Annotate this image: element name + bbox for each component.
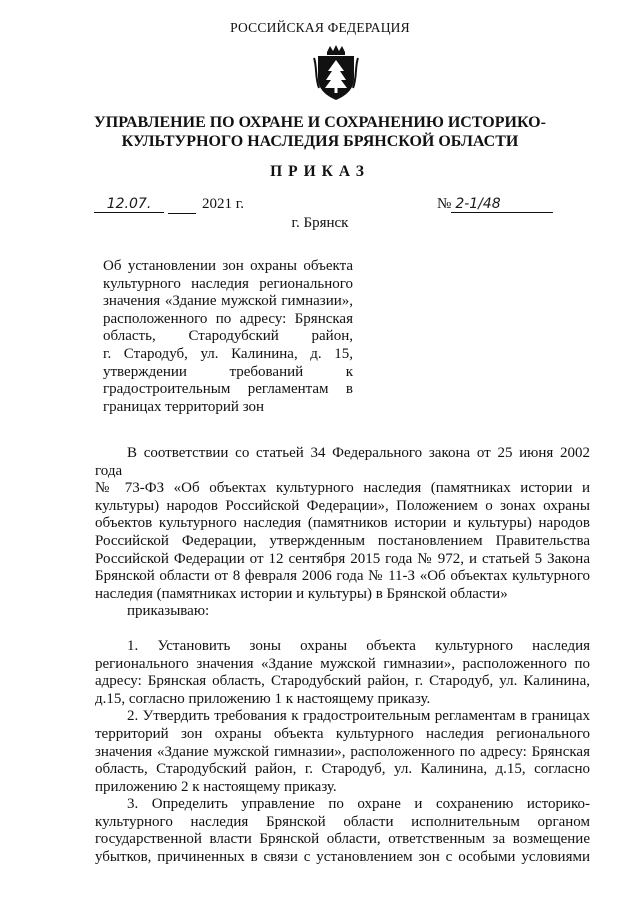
item-3-line: убытков, причиненных в связи с установлением зон с особыми условиями: [95, 849, 590, 866]
item-3-paragraph: [95, 796, 590, 866]
subject-line: г. Стародуб, ул. Калинина, д. 15,: [103, 345, 353, 362]
item-1-line: 1. Установить зоны охраны объекта культурного наследия: [127, 637, 590, 654]
order-word: приказываю:: [127, 603, 210, 620]
preamble-paragraph: [95, 445, 590, 603]
preamble-line: наследия (памятниках истории и культуры) в Брянской области»: [95, 585, 508, 602]
organization-title: [60, 113, 580, 151]
preamble-line: Брянской области от 8 февраля 2006 года № 11-З «Об объектах культурного: [95, 568, 590, 585]
subject-line: расположенного по адресу: Брянская: [103, 310, 353, 327]
date-blank-line: [168, 196, 196, 214]
subject-line: границах территорий зон: [103, 398, 265, 415]
subject-line: утверждении требований к: [103, 363, 353, 380]
handwritten-number: 2-1/48: [451, 196, 553, 213]
preamble-line: Российской Федерации от 12 сентября 2015 года № 972, и статьей 5 Закона: [95, 550, 590, 567]
subject-line: значения «Здание мужской гимназии»,: [103, 293, 353, 310]
order-year: 2021 г.: [202, 196, 244, 212]
subject-line: градостроительным регламентам в: [103, 381, 353, 398]
organization-title-line-1: УПРАВЛЕНИЕ ПО ОХРАНЕ И СОХРАНЕНИЮ ИСТОРИКО-: [94, 114, 546, 131]
preamble-line: Российской Федерации, утвержденным постановлением Правительства: [95, 532, 590, 549]
coat-of-arms-icon: [313, 44, 359, 102]
item-3-line: государственной власти Брянской области, ответственным за возмещение: [95, 831, 590, 848]
handwritten-date: 12.07.: [94, 196, 164, 213]
order-subject: [103, 258, 353, 416]
document-type: ПРИКАЗ: [270, 163, 370, 180]
preamble-line: объектов культурного наследия (памятников истории и культуры) народов: [95, 515, 590, 532]
paragraph-gap: [95, 621, 590, 638]
preamble-line: культуры) народов Российской Федерации», Положением о зонах охраны: [95, 497, 590, 514]
subject-line: область, Стародубский район,: [103, 328, 353, 345]
order-date: [94, 196, 244, 214]
item-2-line: территорий зон охраны объекта культурного наследия регионального: [95, 725, 590, 742]
item-2-line: область, Стародубский район, г. Стародуб, ул. Калинина, д.15, согласно: [95, 761, 590, 778]
item-2-line: приложению 2 к настоящему приказу.: [95, 778, 337, 795]
item-2-paragraph: [95, 708, 590, 796]
item-1-line: регионального значения «Здание мужской гимназии», расположенного по: [95, 655, 590, 672]
subject-line: Об установлении зон охраны объекта: [103, 258, 353, 274]
organization-title-line-2: КУЛЬТУРНОГО НАСЛЕДИЯ БРЯНСКОЙ ОБЛАСТИ: [121, 133, 519, 150]
order-number: [437, 196, 553, 213]
item-3-line: 3. Определить управление по охране и сохранению историко-: [127, 796, 590, 813]
number-prefix: №: [437, 196, 452, 212]
preamble-line: В соответствии со статьей 34 Федерального закона от 25 июня 2002 года: [95, 445, 590, 479]
item-3-line: культурного наследия Брянской области исполнительным органом: [95, 813, 590, 830]
item-1-line: адресу: Брянская область, Стародубский район, г. Стародуб, ул. Калинина,: [95, 673, 590, 690]
country-heading: РОССИЙСКАЯ ФЕДЕРАЦИЯ: [230, 20, 410, 35]
order-body: [95, 445, 590, 867]
city: г. Брянск: [291, 215, 349, 231]
preamble-line: № 73-ФЗ «Об объектах культурного наследия (памятниках истории и: [95, 480, 590, 497]
item-2-line: 2. Утвердить требования к градостроительным регламентам в границах: [127, 708, 590, 725]
item-1-line: д.15, согласно приложению 1 к настоящему приказу.: [95, 690, 431, 707]
item-1-paragraph: [95, 638, 590, 708]
subject-line: культурного наследия регионального: [103, 275, 353, 292]
item-2-line: значения «Здание мужской гимназии», расположенного по адресу: Брянская: [95, 743, 590, 760]
